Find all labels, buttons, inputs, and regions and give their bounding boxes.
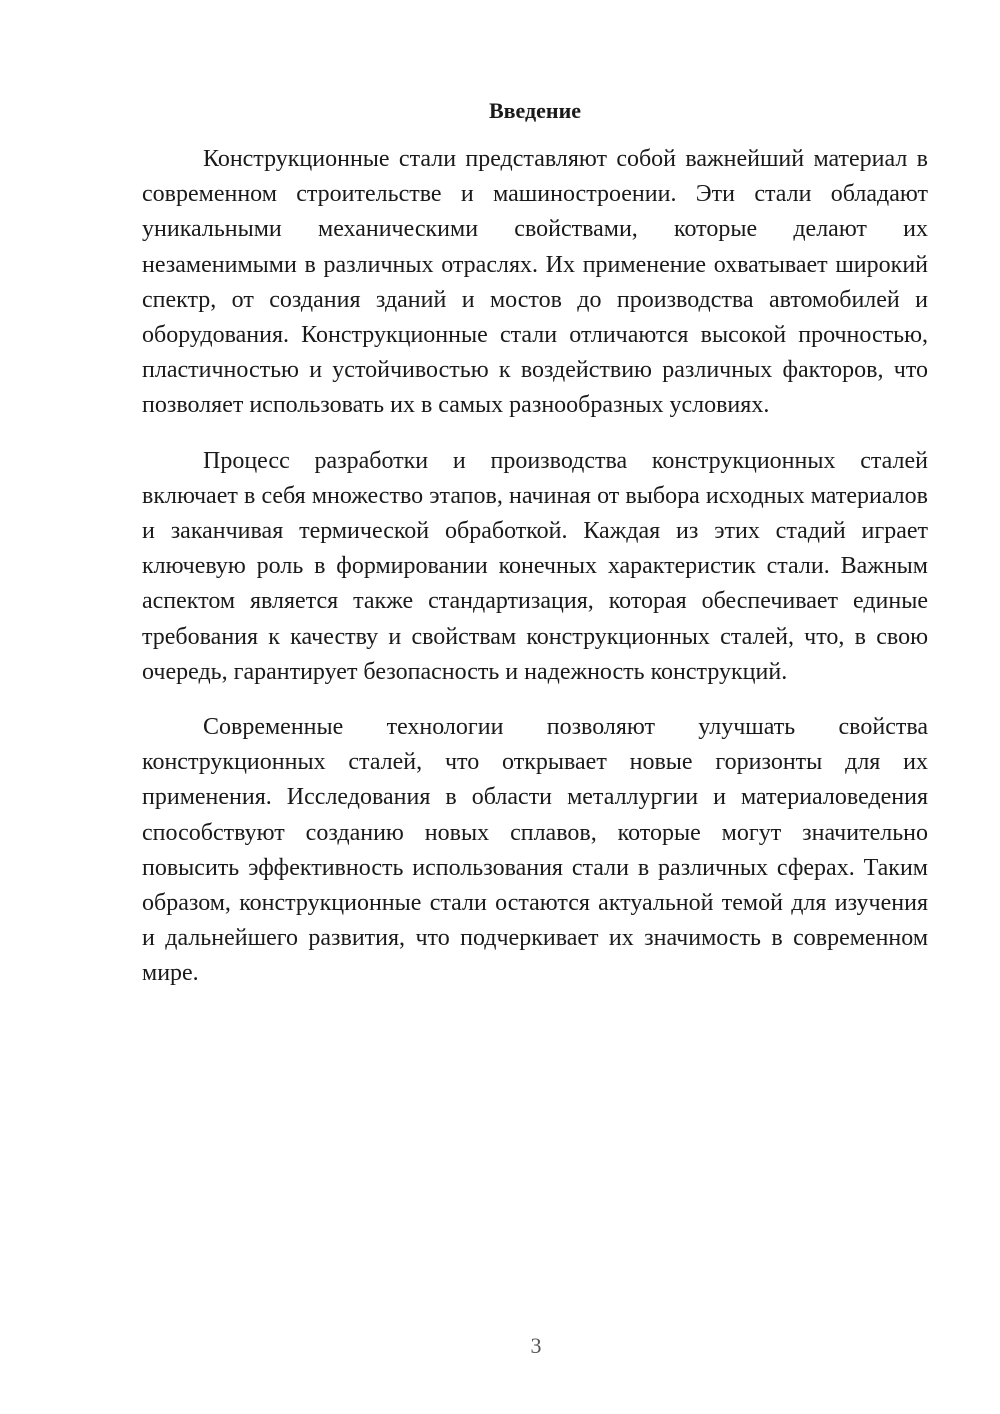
- body-text: [142, 142, 928, 1012]
- page-number: 3: [530, 1333, 542, 1358]
- paragraph-1: Конструкционные стали представляют собой важнейший материал в современном строительстве и машиностроении. Эти стали обладают уникальными механическими свойствами, которые делают их незаменимыми в различных отраслях. Их применение охватывает широкий спектр, от создания зданий и мостов до производства автомобилей и оборудования. Конструкционные стали отличаются высокой прочностью, пластичностью и устойчивостью к воздействию различных факторов, что позволяет использовать их в самых разнообразных условиях.: [142, 146, 928, 419]
- paragraph-3: Современные технологии позволяют улучшать свойства конструкционных сталей, что открывает новые горизонты для их применения. Исследования в области металлургии и материаловедения способствуют созданию новых сплавов, которые могут значительно повысить эффективность использования стали в различных сферах. Таким образом, конструкционные стали остаются актуальной темой для изучения и дальнейшего развития, что подчеркивает их значимость в современном мире.: [142, 714, 928, 987]
- paragraph-2: Процесс разработки и производства конструкционных сталей включает в себя множество этапов, начиная от выбора исходных материалов и заканчивая термической обработкой. Каждая из этих стадий играет ключевую роль в формировании конечных характеристик стали. Важным аспектом является также стандартизация, которая обеспечивает единые требования к качеству и свойствам конструкционных сталей, что, в свою очередь, гарантирует безопасность и надежность конструкций.: [142, 447, 928, 685]
- section-title: Введение: [488, 98, 582, 123]
